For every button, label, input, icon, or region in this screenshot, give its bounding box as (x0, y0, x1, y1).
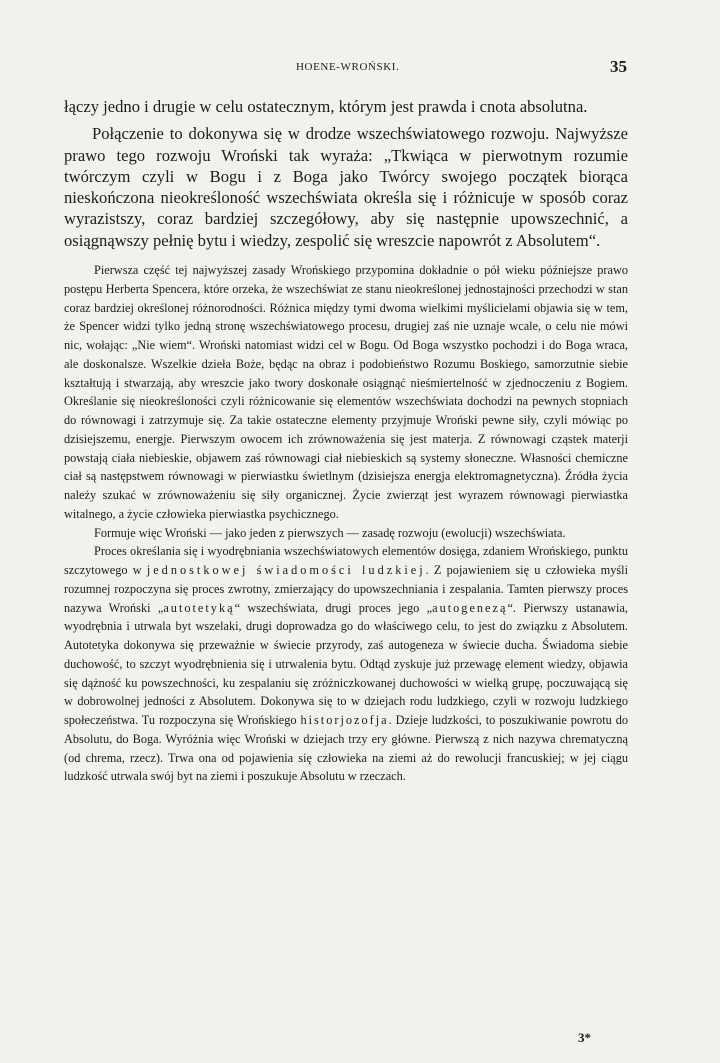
spaced-emphasis: autotetyką (163, 600, 235, 615)
running-head: HOENE-WROŃSKI. (296, 61, 400, 73)
paragraph-evolution-principle: Formuje więc Wroński — jako jeden z pierwszych — zasadę rozwoju (ewolucji) wszechświata. (94, 525, 566, 540)
page-number: 35 (610, 57, 627, 76)
paragraph-development-law: Połączenie to dokonywa się w drodze wszechświatowego rozwoju. Najwyższe prawo tego rozwoju Wroński tak wyraża: „Tkwiąca w pierwotnym rozumie twórczym czyli w Bogu i z Boga jako Twórcy swojego początek biorąca nieskończona nieokreśloność wszechświata określa się i różnicuje w sposób coraz wyrazistszy, coraz bardziej szczegółowy, aby się następnie upowszechnić, a osiągnąwszy pełnię bytu i wiedzy, zespolić się wreszcie napowrót z Absolutem“. (64, 124, 628, 250)
page-header (0, 57, 720, 81)
page-body (64, 96, 628, 786)
paragraph-spencer-comparison: Pierwsza część tej najwyższej zasady Wrońskiego przypomina dokładnie o pół wieku późniejsze prawo postępu Herberta Spencera, które orzeka, że wszechświat ze stanu nieokreślonej jednostajności przechodzi w stan coraz bardziej określonej różnorodności. Różnica między tymi dwoma wielkimi myślicielami objawia się w tem, że Spencer widzi tylko jedną stronę wszechświatowego procesu, drugiej zaś nie uznaje wcale, o celu nie mówi nic, wołając: „Nie wiem“. Wroński natomiast widzi cel w Bogu. Od Boga wszystko pochodzi i do Boga wraca, ale doskonalsze. Wszelkie dzieła Boże, będąc na obraz i podobieństwo Rozumu Boskiego, samorzutnie siebie kształtują i stwarzają, aby wreszcie jako twory doskonałe osiągnąć nieśmiertelność w zjednoczeniu z Bogiem. Określanie się nieokreśloności czyli różnicowanie się elementów wszechświata dochodzi na pewnych stopniach do równowagi i zatrzymuje się. Za takie ostateczne elementy przyjmuje Wroński pewne siły, czyli mówiąc po dzisiejszemu, energje. Pierwszym owocem ich zrównoważenia się jest materja. Z równowagi cząstek materji powstają ciała niebieskie, objawem zaś równowagi ciał niebieskich są systemy słoneczne. Własności chemiczne ciał są następstwem równowagi w pierwiastku świetlnym (dzisiejsza energja elektromagnetyczna). Źródła życia należy szukać w zrównoważeniu się siły organicznej. Życie zwierząt jest wyrazem równowagi pierwiastka witalnego, a życie człowieka pierwiastka psychicznego. (64, 263, 628, 521)
signature-mark: 3* (578, 1030, 591, 1045)
spaced-emphasis: historjozofja (300, 713, 389, 728)
spaced-emphasis: autogenezą (432, 600, 508, 615)
paragraph-autotetyka-autogeneza: Proces określania się i wyodrębniania wszechświatowych elementów dosięga, zdaniem Wrońskiego, punktu szczytowego w jednostkowej świadomości ludzkiej. Z pojawieniem się u człowieka myśli rozumnej rozpoczyna się proces zwrotny, zmierzający do upowszechniania i zespalania. Tamten pierwszy proces nazywa Wroński „autotetyką“ wszechświata, drugi proces jego „autogenezą“. Pierwszy ustanawia, wyodrębnia i utrwala byt wszelaki, drugi doprowadza go do właściwego celu, to jest do związku z Absolutem. Autotetyka dokonywa się przeważnie w świecie przyrody, zaś autogeneza w świecie ducha. Świadoma siebie duchowość, to szczyt wyodrębnienia się i utrwalenia bytu. Odtąd zyskuje już przewagę element wiedzy, objawia się dążność ku powszechności, ku zespalaniu się zróżniczkowanej duchowości w wielką grupę, poczuwającą się w dobrowolnej jedności z Absolutem. Dokonywa się to w dziejach rodu ludzkiego, czyli w rozwoju ludzkiego społeczeństwa. Tu rozpoczyna się Wrońskiego historjozofja. Dzieje ludzkości, to poszukiwanie powrotu do Absolutu, do Boga. Wyróżnia więc Wroński w dziejach trzy ery główne. Pierwszą z nich nazywa chrematyczną (od chrema, rzecz). Trwa ona od pojawienia się człowieka na ziemi aż do rewolucji francuskiej; w jej ciągu ludzkość utrwala swój byt na ziemi i poszukuje Absolutu w rzeczach. (64, 544, 628, 784)
spaced-emphasis: jednostkowej świadomości ludzkiej (146, 563, 426, 578)
paragraph-continuation: łączy jedno i drugie w celu ostatecznym, którym jest prawda i cnota absolutna. (64, 97, 588, 116)
